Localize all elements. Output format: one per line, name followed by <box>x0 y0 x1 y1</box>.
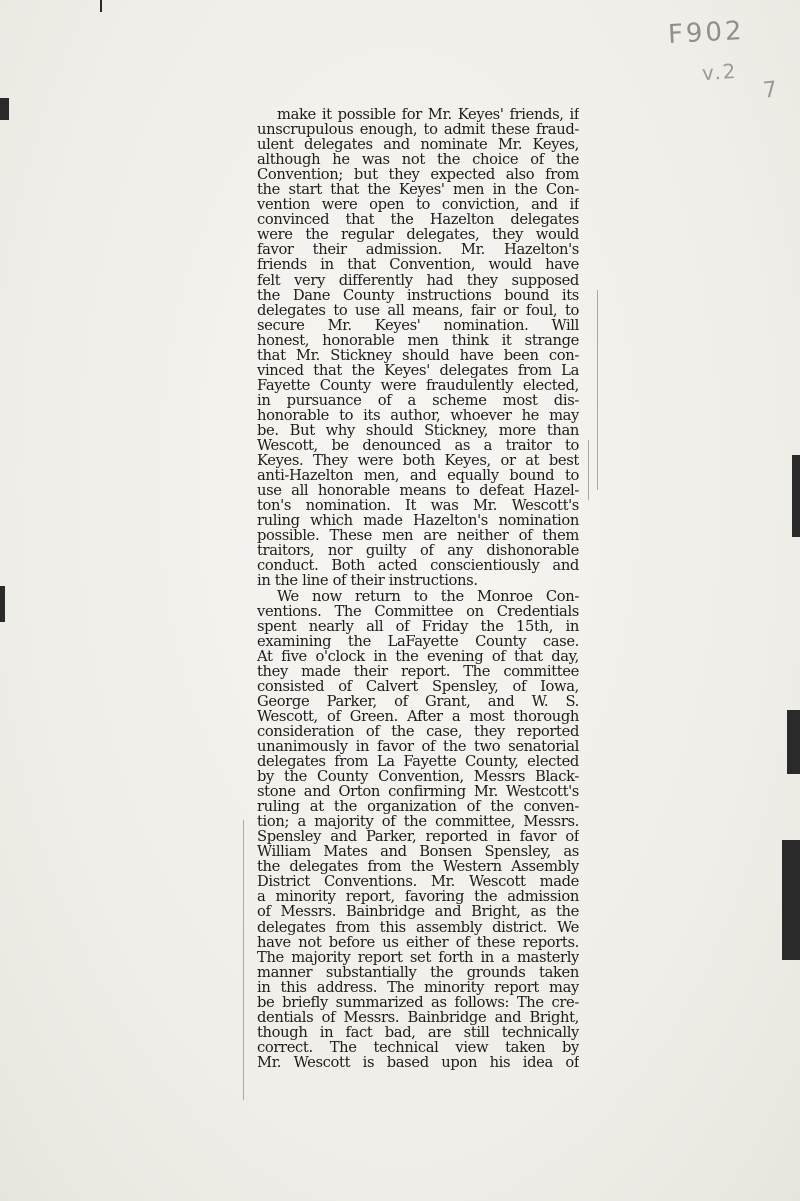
article-line: stone and Orton confirming Mr. Westcott's <box>257 784 579 800</box>
article-line: Convention; but they expected also from <box>257 167 579 183</box>
article-line: dentials of Messrs. Bainbridge and Bright, <box>257 1009 579 1025</box>
binding-edge-mark <box>0 98 9 120</box>
binding-edge-mark <box>787 710 800 774</box>
article-line: the Dane County instructions bound its <box>257 287 579 303</box>
article-line: honorable to its author, whoever he may <box>257 407 579 423</box>
column-rule-right <box>597 290 598 490</box>
article-line: were the regular delegates, they would <box>257 227 579 243</box>
column-rule-right <box>588 440 589 500</box>
article-line: a minority report, favoring the admission <box>257 889 579 905</box>
article-line: Wescott, of Green. After a most thorough <box>257 708 579 724</box>
article-line: delegates from this assembly district. We <box>257 919 579 935</box>
article-line: friends in that Convention, would have <box>257 257 579 273</box>
article-line: in this address. The minority report may <box>257 979 579 995</box>
article-line: honest, honorable men think it strange <box>257 332 579 348</box>
article-line: District Conventions. Mr. Wescott made <box>257 874 579 890</box>
article-line: Keyes. They were both Keyes, or at best <box>257 453 579 469</box>
article-line: Wescott, be denounced as a traitor to <box>257 438 579 454</box>
article-line: be briefly summarized as follows: The cre- <box>257 994 579 1010</box>
article-line: though in fact bad, are still technically <box>257 1024 579 1040</box>
article-line: although he was not the choice of the <box>257 152 579 168</box>
binding-edge-mark <box>0 586 5 622</box>
article-line: that Mr. Stickney should have been con- <box>257 347 579 363</box>
article-line: the delegates from the Western Assembly <box>257 859 579 875</box>
column-rule-left <box>243 820 244 1100</box>
page-number: 7 <box>761 77 779 104</box>
article-line: Fayette County were fraudulently elected, <box>257 377 579 393</box>
article-line: felt very differently had they supposed <box>257 272 579 288</box>
article-line: unscrupulous enough, to admit these fraud- <box>257 122 579 138</box>
article-line: correct. The technical view taken by <box>257 1039 579 1055</box>
article-line: anti-Hazelton men, and equally bound to <box>257 468 579 484</box>
article-line: manner substantially the grounds taken <box>257 964 579 980</box>
article-line: The majority report set forth in a masterly <box>257 949 579 965</box>
archive-volume-mark: v.2 <box>701 58 739 86</box>
article-line: they made their report. The committee <box>257 663 579 679</box>
article-line: traitors, nor guilty of any dishonorable <box>257 543 579 559</box>
article-line: possible. These men are neither of them <box>257 528 579 544</box>
article-line: Spensley and Parker, reported in favor of <box>257 829 579 845</box>
article-line: vinced that the Keyes' delegates from La <box>257 362 579 378</box>
article-line: secure Mr. Keyes' nomination. Will <box>257 317 579 333</box>
article-line: vention were open to conviction, and if <box>257 197 579 213</box>
article-line: use all honorable means to defeat Hazel- <box>257 483 579 499</box>
article-line: William Mates and Bonsen Spensley, as <box>257 844 579 860</box>
article-line: make it possible for Mr. Keyes' friends, if <box>277 107 579 123</box>
article-line: have not before us either of these reports. <box>257 934 579 950</box>
article-line: delegates from La Fayette County, elected <box>257 754 579 770</box>
article-line: ton's nomination. It was Mr. Wescott's <box>257 498 579 514</box>
article-line: ruling at the organization of the conven- <box>257 799 579 815</box>
article-line: favor their admission. Mr. Hazelton's <box>257 242 579 258</box>
article-line: be. But why should Stickney, more than <box>257 422 579 439</box>
article-line: the start that the Keyes' men in the Con- <box>257 182 579 198</box>
article-line: in pursuance of a scheme most dis- <box>257 392 579 408</box>
article-line: Mr. Wescott is based upon his idea of <box>257 1054 579 1070</box>
article-line: in the line of their instructions. <box>257 573 478 589</box>
article-line: ulent delegates and nominate Mr. Keyes, <box>257 137 579 153</box>
binding-edge-mark <box>782 840 800 960</box>
archive-call-number: F902 <box>667 16 746 50</box>
article-line: We now return to the Monroe Con- <box>277 588 579 604</box>
binding-edge-mark <box>100 0 102 12</box>
article-line: of Messrs. Bainbridge and Bright, as the <box>257 904 579 920</box>
article-column <box>257 107 579 1070</box>
binding-edge-mark <box>792 455 800 537</box>
article-line: convinced that the Hazelton delegates <box>257 212 579 228</box>
article-line: consideration of the case, they reported <box>257 723 579 739</box>
article-line: consisted of Calvert Spensley, of Iowa, <box>257 678 579 694</box>
article-line: spent nearly all of Friday the 15th, in <box>257 618 579 634</box>
article-line: conduct. Both acted conscientiously and <box>257 558 579 574</box>
article-line: ruling which made Hazelton's nomination <box>257 513 579 529</box>
article-line: delegates to use all means, fair or foul, to <box>257 302 579 318</box>
article-line: At five o'clock in the evening of that day, <box>257 648 579 664</box>
article-line: tion; a majority of the committee, Messrs. <box>257 814 579 830</box>
article-line: ventions. The Committee on Credentials <box>257 603 579 619</box>
article-line: unanimously in favor of the two senatorial <box>257 738 579 755</box>
article-line: by the County Convention, Messrs Black- <box>257 769 579 785</box>
article-line: George Parker, of Grant, and W. S. <box>257 693 579 709</box>
article-line: examining the LaFayette County case. <box>257 633 579 649</box>
